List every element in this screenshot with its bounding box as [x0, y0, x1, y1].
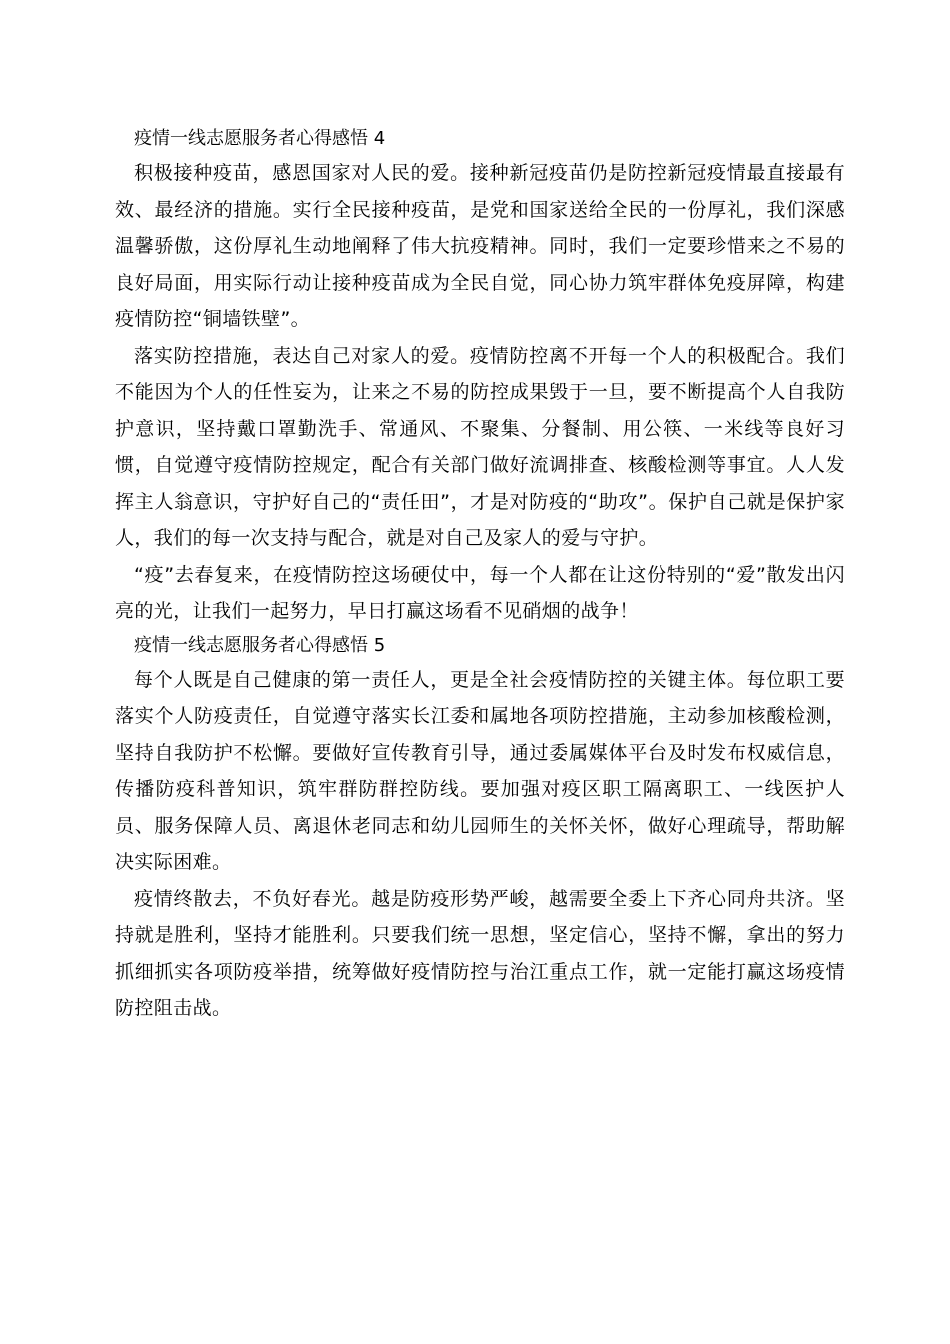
paragraph: 积极接种疫苗，感恩国家对人民的爱。接种新冠疫苗仍是防控新冠疫情最直接最有效、最经济的措施。实行全民接种疫苗，是党和国家送给全民的一份厚礼，我们深感温馨骄傲，这份厚礼生动地阐释了伟大抗疫精神。同时，我们一定要珍惜来之不易的良好局面，用实际行动让接种疫苗成为全民自觉，同心协力筑牢群体免疫屏障，构建疫情防控“铜墙铁壁”。 [115, 162, 845, 330]
section-heading: 疫情一线志愿服务者心得感悟 4 [134, 128, 386, 149]
section-heading: 疫情一线志愿服务者心得感悟 5 [134, 634, 386, 656]
document-body [115, 123, 845, 1027]
paragraph: 每个人既是自己健康的第一责任人，更是全社会疫情防控的关键主体。每位职工要落实个人防疫责任，自觉遵守落实长江委和属地各项防控措施，主动参加核酸检测，坚持自我防护不松懈。要做好宣传教育引导，通过委属媒体平台及时发布权威信息，传播防疫科普知识，筑牢群防群控防线。要加强对疫区职工隔离职工、一线医护人员、服务保障人员、离退休老同志和幼儿园师生的关怀关怀，做好心理疏导，帮助解决实际困难。 [115, 668, 845, 873]
paragraph: 疫情终散去，不负好春光。越是防疫形势严峻，越需要全委上下齐心同舟共济。坚持就是胜利，坚持才能胜利。只要我们统一思想，坚定信心，坚持不懈，拿出的努力抓细抓实各项防疫举措，统筹做好疫情防控与治江重点工作，就一定能打赢这场疫情防控阻击战。 [115, 887, 845, 1019]
paragraph: 落实防控措施，表达自己对家人的爱。疫情防控离不开每一个人的积极配合。我们不能因为个人的任性妄为，让来之不易的防控成果毁于一旦，要不断提高个人自我防护意识，坚持戴口罩勤洗手、常通风、不聚集、分餐制、用公筷、一米线等良好习惯，自觉遵守疫情防控规定，配合有关部门做好流调排查、核酸检测等事宜。人人发挥主人翁意识，守护好自己的“责任田”，才是对防疫的“助攻”。保护自己就是保护家人，我们的每一次支持与配合，就是对自己及家人的爱与守护。 [115, 344, 845, 549]
paragraph: “疫”去春复来，在疫情防控这场硬仗中，每一个人都在让这份特别的“爱”散发出闪亮的光，让我们一起努力，早日打赢这场看不见硝烟的战争！ [115, 563, 845, 622]
